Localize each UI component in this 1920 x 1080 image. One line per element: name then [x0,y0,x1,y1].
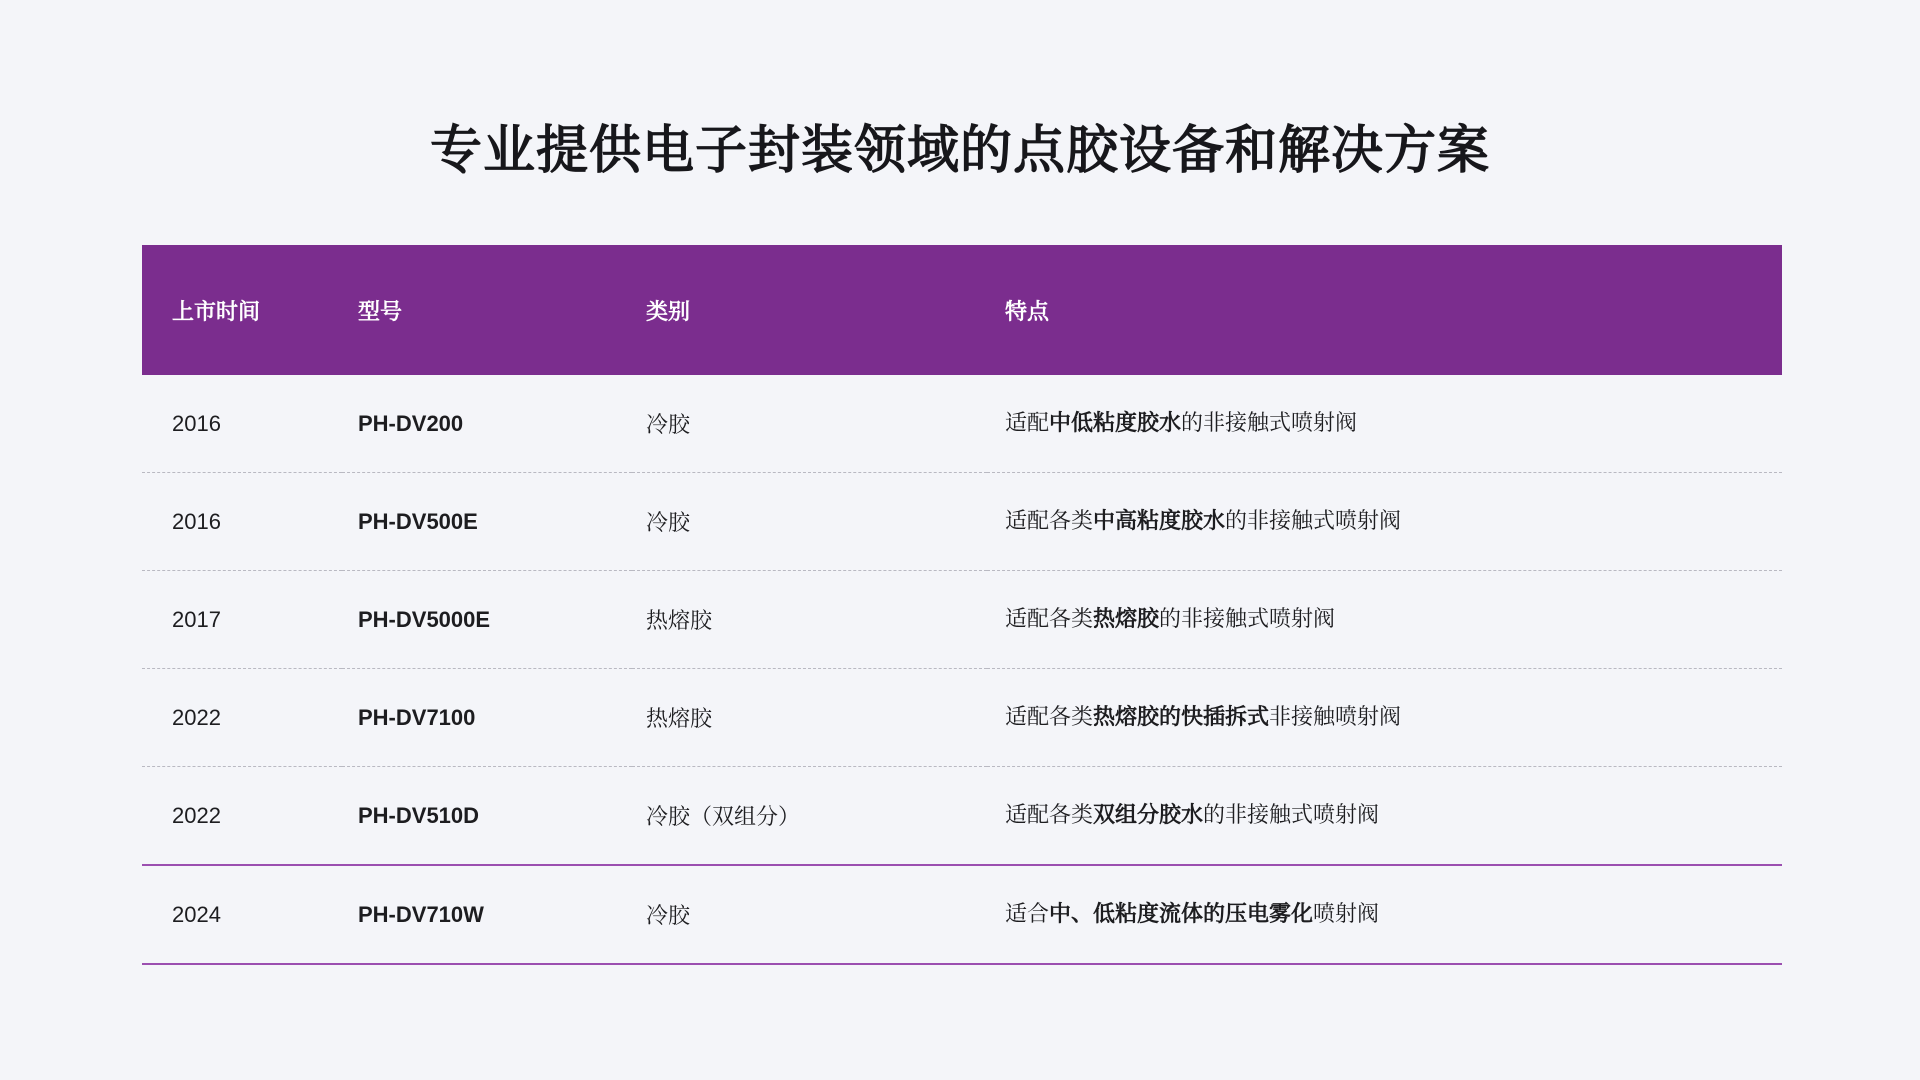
cell-feature [987,669,1782,767]
feature-segment: 喷射阀 [1313,901,1380,927]
cell-category: 冷胶 [632,375,987,473]
column-header-model: 型号 [342,245,632,375]
column-header-feature: 特点 [987,245,1782,375]
feature-text [1005,508,1401,533]
table-row [142,473,1782,571]
cell-time: 2016 [142,473,342,571]
feature-segment: 的非接触式喷射阀 [1181,410,1358,436]
cell-model: PH-DV7100 [342,669,632,767]
table-row [142,375,1782,473]
cell-category: 冷胶 [632,473,987,571]
cell-model: PH-DV5000E [342,571,632,669]
feature-segment: 适配各类 [1005,606,1094,632]
feature-text [1005,802,1379,827]
feature-segment: 非接触喷射阀 [1269,704,1402,730]
table-row [142,669,1782,767]
feature-segment: 适配各类 [1005,508,1094,534]
feature-text [1005,901,1379,926]
cell-feature [987,571,1782,669]
cell-model: PH-DV500E [342,473,632,571]
feature-segment: 双组分胶水 [1093,802,1204,828]
feature-segment: 适配 [1005,410,1050,436]
cell-category: 冷胶 [632,865,987,964]
cell-model: PH-DV510D [358,802,480,828]
cell-time: 2024 [142,865,342,964]
feature-segment: 适配各类 [1005,802,1094,828]
table-header-row [142,245,1782,375]
column-header-time: 上市时间 [142,245,342,375]
cell-feature [987,375,1782,473]
table-row [142,767,1782,866]
cell-time: 2022 [172,802,221,828]
column-header-category: 类别 [632,245,987,375]
spec-table-container [142,245,1782,965]
table-row [142,571,1782,669]
feature-segment: 中低粘度胶水 [1049,410,1182,436]
cell-time: 2017 [142,571,342,669]
cell-time: 2022 [142,669,342,767]
cell-model: PH-DV200 [342,375,632,473]
feature-segment: 适合 [1005,901,1050,927]
feature-segment: 热熔胶的快插拆式 [1093,704,1270,730]
feature-segment: 中高粘度胶水 [1093,508,1226,534]
cell-feature [987,865,1782,964]
cell-category: 热熔胶 [632,571,987,669]
cell-category: 热熔胶 [632,669,987,767]
cell-category: 冷胶（双组分） [646,804,801,829]
spec-table [142,245,1782,965]
feature-segment: 的非接触式喷射阀 [1225,508,1402,534]
feature-segment: 适配各类 [1005,704,1094,730]
cell-model: PH-DV710W [342,865,632,964]
cell-feature [987,767,1782,866]
feature-text [1005,704,1401,729]
feature-segment: 的非接触式喷射阀 [1159,606,1336,632]
feature-segment: 中、低粘度流体的压电雾化 [1049,901,1314,927]
table-row [142,865,1782,964]
feature-segment: 的非接触式喷射阀 [1203,802,1380,828]
table-header [142,245,1782,375]
feature-text [1005,410,1357,435]
page-title: 专业提供电子封装领域的点胶设备和解决方案 [429,122,1490,180]
feature-segment: 热熔胶 [1093,606,1160,632]
table-body [142,375,1782,964]
feature-text [1005,606,1335,631]
cell-time: 2016 [142,375,342,473]
cell-feature [987,473,1782,571]
